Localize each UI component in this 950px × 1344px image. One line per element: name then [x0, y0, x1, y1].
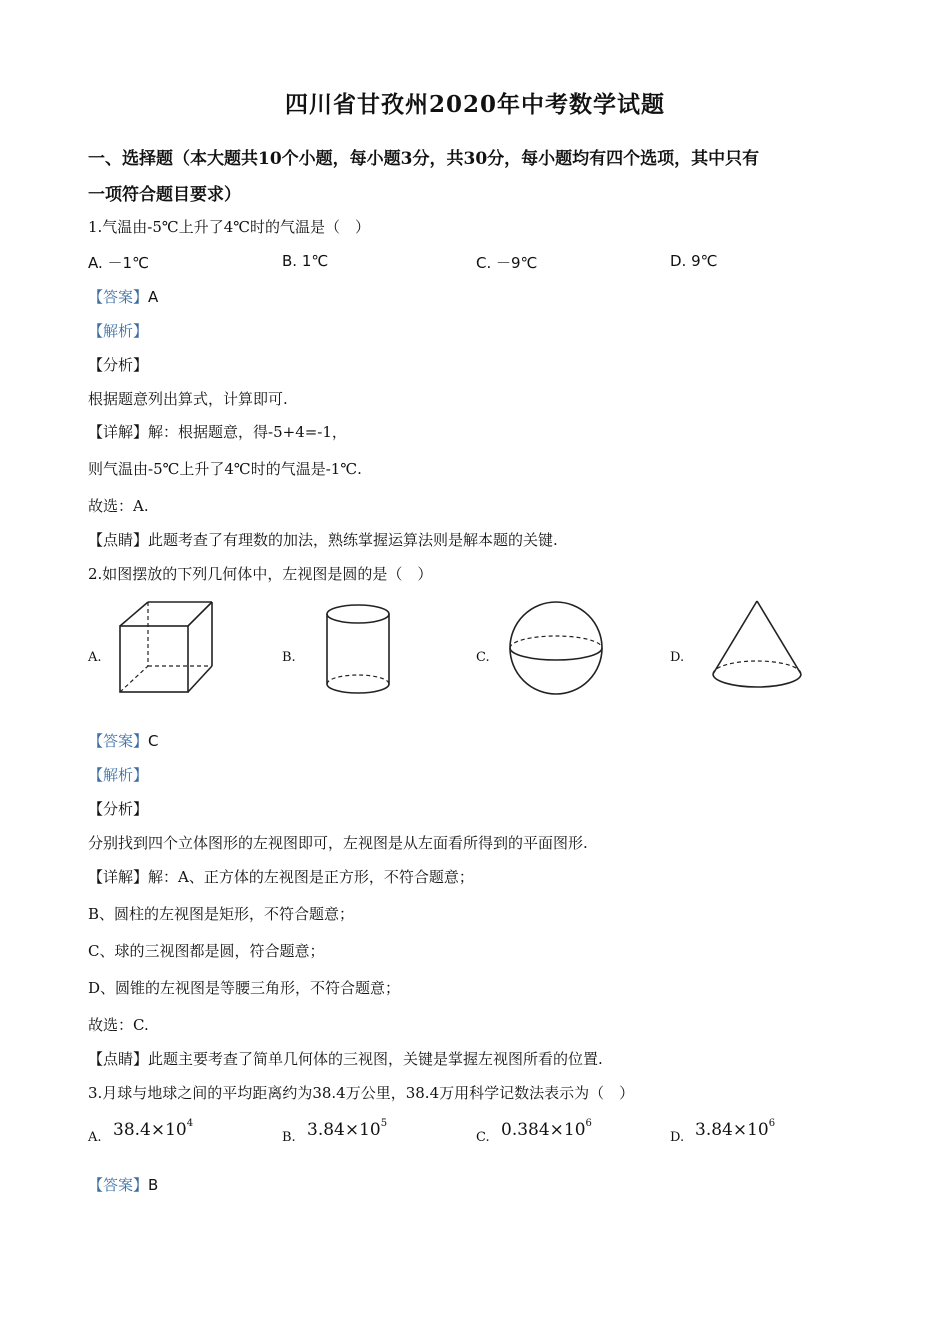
q1-answer-row — [88, 286, 158, 307]
q3-option-b-base: 3.84×10 — [307, 1120, 381, 1140]
q1-xiangjie-text: 解：根据题意，得-5+4=-1， — [148, 423, 347, 441]
q3-answer: B — [148, 1176, 159, 1194]
q3-option-a-base: 38.4×10 — [113, 1120, 187, 1140]
q3-option-c — [501, 1118, 592, 1140]
q3-option-c-exp: 6 — [585, 1118, 592, 1129]
q1-answer: A — [148, 288, 159, 306]
xiangjie-tag: 【详解】 — [88, 868, 149, 886]
q1-guxuan: 故选：A. — [88, 497, 149, 515]
q3-option-a-exp: 4 — [186, 1118, 194, 1129]
q1-fenxi-row — [88, 354, 148, 375]
q3-option-d — [695, 1118, 775, 1140]
jiexi-tag: 【解析】 — [88, 766, 149, 784]
fenxi-tag: 【分析】 — [88, 800, 149, 818]
xiangjie-tag: 【详解】 — [88, 423, 149, 441]
q1-dianjing-row — [88, 529, 558, 550]
q2-guxuan: 故选：C. — [88, 1016, 149, 1034]
q1-option-d: D. 9℃ — [670, 252, 718, 270]
q1-option-b: B. 1℃ — [282, 252, 329, 270]
section-heading-line1: 一、选择题（本大题共10个小题，每小题3分，共30分，每小题均有四个选项，其中只有 — [88, 149, 760, 169]
q2-stem: 2.如图摆放的下列几何体中，左视图是圆的是（ ） — [88, 565, 433, 583]
q3-option-d-exp: 6 — [768, 1118, 776, 1129]
q2-label-b: B. — [282, 650, 296, 665]
q1-fenxi-text: 根据题意列出算式，计算即可. — [88, 390, 288, 408]
page-title: 四川省甘孜州2020年中考数学试题 — [284, 91, 665, 118]
q1-option-c: C. －9℃ — [476, 254, 538, 272]
q2-label-c: C. — [476, 650, 490, 665]
q3-option-c-base: 0.384×10 — [501, 1120, 586, 1140]
q2-label-d: D. — [670, 650, 685, 665]
q1-jiexi-row — [88, 320, 148, 341]
q3-answer-row — [88, 1174, 158, 1195]
cone-figure — [705, 596, 809, 696]
q2-line-b: B、圆柱的左视图是矩形，不符合题意； — [88, 905, 355, 923]
q1-detail-line2: 则气温由-5℃上升了4℃时的气温是-1℃. — [88, 460, 362, 478]
dianjing-tag: 【点睛】 — [88, 1050, 149, 1068]
q3-option-b-exp: 5 — [380, 1118, 388, 1129]
q3-option-b — [307, 1118, 387, 1140]
fenxi-tag: 【分析】 — [88, 356, 149, 374]
answer-tag: 【答案】 — [88, 1176, 149, 1194]
answer-tag: 【答案】 — [88, 732, 149, 750]
sphere-figure — [505, 598, 609, 698]
q1-stem: 1.气温由-5℃上升了4℃时的气温是（ ） — [88, 218, 371, 236]
q2-fenxi-row — [88, 798, 148, 819]
q3-label-c: C. — [476, 1130, 490, 1145]
q2-dianjing-text: 此题主要考查了简单几何体的三视图，关键是掌握左视图所看的位置. — [148, 1050, 603, 1068]
cylinder-figure — [320, 600, 400, 700]
q2-fenxi-text: 分别找到四个立体图形的左视图即可，左视图是从左面看所得到的平面图形. — [88, 834, 588, 852]
q1-option-a: A. －1℃ — [88, 254, 149, 272]
q3-option-d-base: 3.84×10 — [695, 1120, 769, 1140]
jiexi-tag: 【解析】 — [88, 322, 149, 340]
q2-dianjing-row — [88, 1048, 603, 1069]
q1-xiangjie-row — [88, 421, 347, 442]
section-heading-line2: 一项符合题目要求） — [88, 185, 241, 205]
dianjing-tag: 【点睛】 — [88, 531, 149, 549]
q2-xiangjie-row — [88, 866, 474, 887]
q2-label-a: A. — [88, 650, 102, 665]
q2-xiangjie-text: 解：A、正方体的左视图是正方形，不符合题意； — [148, 868, 474, 886]
q2-answer: C — [148, 732, 159, 750]
cube-figure — [112, 596, 222, 700]
q3-option-a — [113, 1118, 193, 1140]
q2-jiexi-row — [88, 764, 148, 785]
q1-dianjing-text: 此题考查了有理数的加法，熟练掌握运算法则是解本题的关键. — [148, 531, 558, 549]
answer-tag: 【答案】 — [88, 288, 149, 306]
q3-label-a: A. — [88, 1130, 102, 1145]
q2-line-d: D、圆锥的左视图是等腰三角形，不符合题意； — [88, 979, 401, 997]
q3-stem: 3.月球与地球之间的平均距离约为38.4万公里，38.4万用科学记数法表示为（ ） — [88, 1084, 635, 1102]
q2-answer-row — [88, 730, 159, 751]
q2-line-c: C、球的三视图都是圆，符合题意； — [88, 942, 325, 960]
q3-label-d: D. — [670, 1130, 685, 1145]
q3-label-b: B. — [282, 1130, 296, 1145]
